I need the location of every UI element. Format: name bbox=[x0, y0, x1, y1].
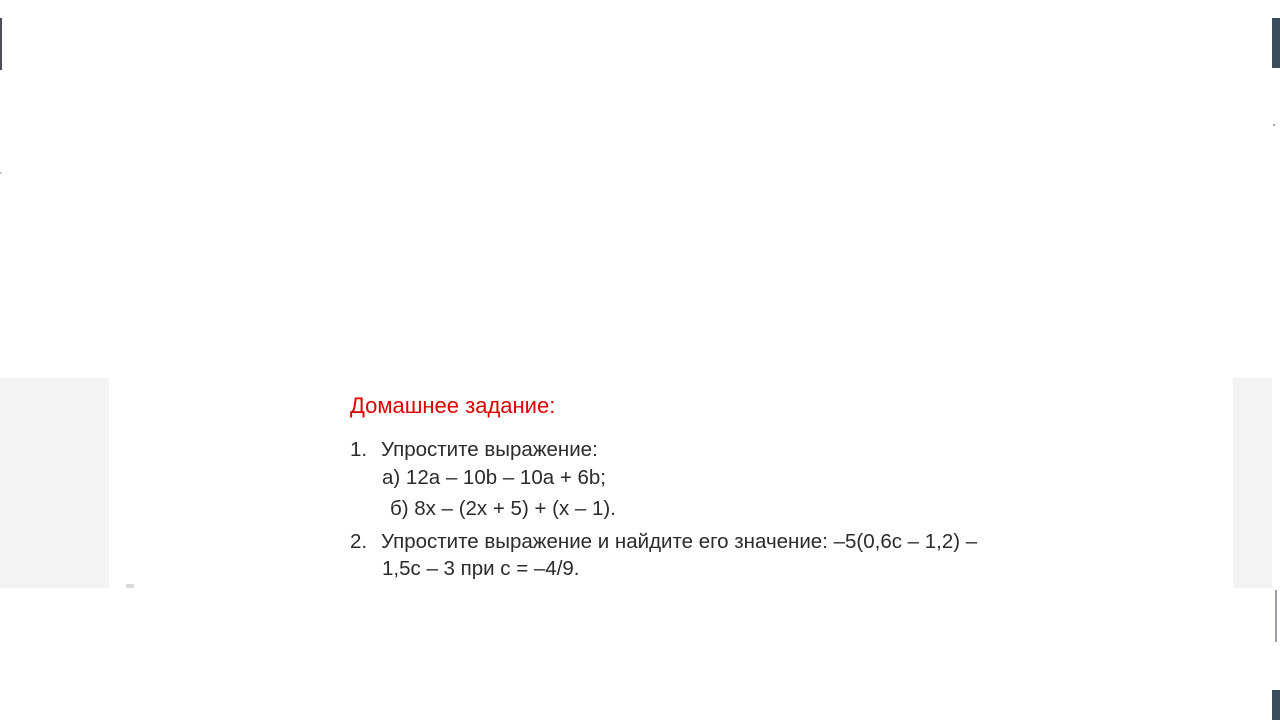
window-edge-right-top bbox=[1272, 18, 1280, 68]
window-edge-right-bottom bbox=[1272, 690, 1280, 720]
task-1-item-a: а) 12a – 10b – 10a + 6b; bbox=[382, 466, 606, 489]
task-2-number: 2. bbox=[350, 530, 368, 553]
task-1-number: 1. bbox=[350, 438, 368, 461]
task-1-text: Упростите выражение: bbox=[381, 438, 598, 461]
task-1-item-b: б) 8x – (2x + 5) + (x – 1). bbox=[390, 497, 616, 520]
scrollbar-thumb[interactable] bbox=[1275, 590, 1277, 642]
task-2-continuation: 1,5c – 3 при c = –4/9. bbox=[382, 557, 580, 580]
task-2 bbox=[350, 528, 1170, 588]
task-2-text: Упростите выражение и найдите его значение: –5(0,6c – 1,2) – bbox=[381, 530, 978, 553]
slide bbox=[109, 378, 1233, 588]
homework-title: Домашнее задание: bbox=[350, 393, 556, 418]
window-edge-left bbox=[0, 18, 2, 70]
window-edge-tick bbox=[1273, 124, 1275, 126]
slide-viewport bbox=[0, 378, 1272, 588]
slide-corner-mark bbox=[126, 584, 134, 588]
window-edge-mark bbox=[0, 172, 2, 174]
